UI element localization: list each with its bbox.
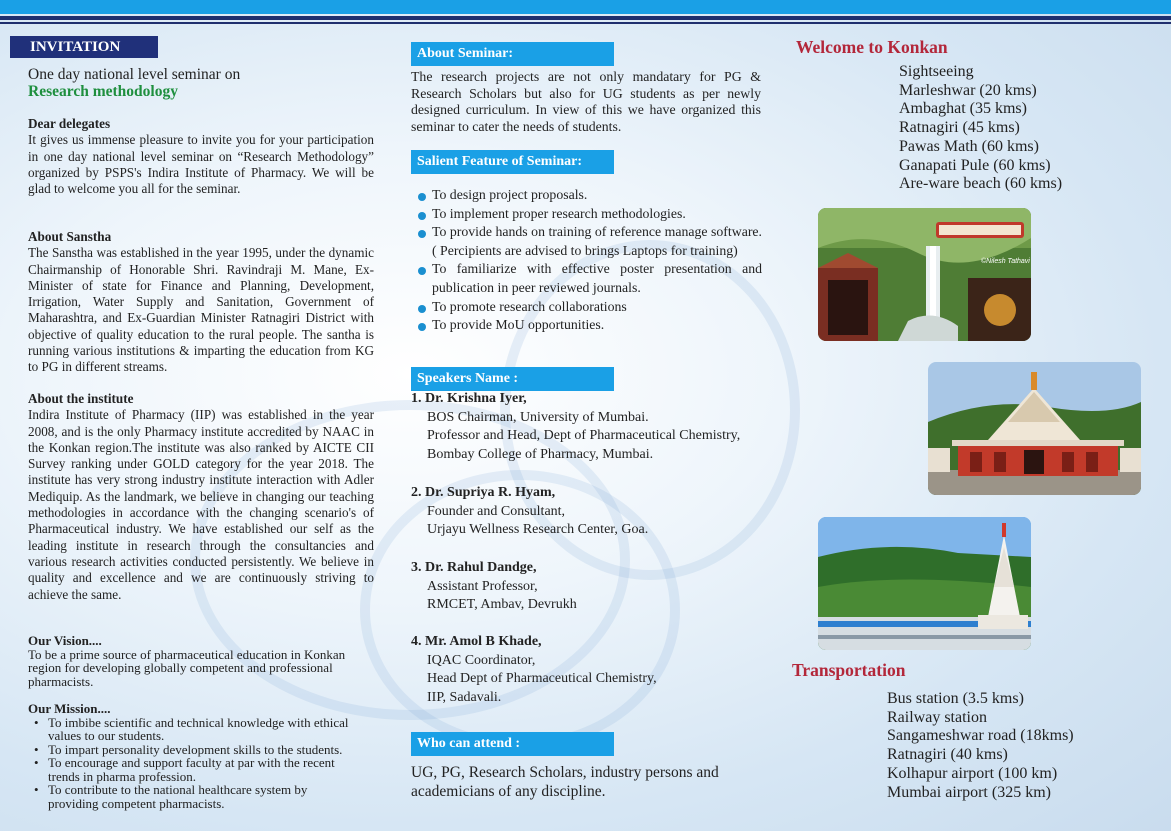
speaker-detail: Urjayu Wellness Research Center, Goa.	[427, 522, 649, 538]
sanstha-text: The Sanstha was established in the year 1995, under the dynamic Chairmanship of Honorable Shri. Ravindraji M. Mane, Ex-Minister of state for Finance and Planning, Development, Irrigation, Water Supply and Sanitation, Government of Maharashtra, and Ex-Guardian Minister Ratnagiri District with objective of quality education to the rural people. The santha is running various institutions & imparting the education from KG to PG in different streams.	[28, 245, 374, 375]
speakers-header: Speakers Name :	[411, 367, 614, 391]
bullet-dot-icon	[418, 323, 426, 331]
feature-text: To provide hands on training of reference manage software. ( Percipients are advised to brings Laptops for training)	[432, 224, 762, 258]
marleshwar-waterfall-photo	[818, 208, 1031, 341]
speaker-name: 3. Dr. Rahul Dandge,	[411, 560, 537, 575]
transport-item: Railway station	[887, 708, 987, 726]
speaker-detail: BOS Chairman, University of Mumbai.	[427, 409, 649, 425]
feature-item	[416, 316, 762, 335]
institute-heading: About the institute	[28, 391, 134, 406]
speaker-entry	[411, 559, 577, 615]
transport-item: Mumbai airport (325 km)	[887, 783, 1051, 801]
feature-text: To implement proper research methodologies.	[432, 205, 686, 221]
salient-feature-header: Salient Feature of Seminar:	[411, 150, 614, 174]
about-institute-section	[28, 391, 374, 603]
dear-delegates-section	[28, 116, 374, 197]
speaker-detail: Assistant Professor,	[427, 578, 538, 594]
invitation-header: INVITATION	[10, 36, 158, 58]
mission-item-text: To encourage and support faculty at par with the recent trends in pharma profession.	[48, 755, 335, 784]
mission-item-text: To contribute to the national healthcare system by providing competent pharmacists.	[48, 782, 308, 811]
speaker-detail: Founder and Consultant,	[427, 503, 566, 519]
sightseeing-item: Ganapati Pule (60 kms)	[899, 156, 1051, 174]
about-sanstha-section	[28, 229, 374, 376]
speaker-name: 1. Dr. Krishna Iyer,	[411, 391, 527, 406]
bullet-dot-icon	[418, 193, 426, 201]
feature-text: To provide MoU opportunities.	[432, 317, 605, 333]
mission-item: • To contribute to the national healthcare system by providing competent pharmacists.	[34, 782, 308, 811]
speaker-entry	[411, 484, 648, 540]
speaker-entry	[411, 390, 740, 465]
speaker-detail: IQAC Coordinator,	[427, 652, 536, 668]
mission-section	[28, 702, 358, 810]
feature-text: To design project proposals.	[432, 187, 588, 202]
transportation-heading: Transportation	[792, 660, 906, 680]
vision-text: To be a prime source of pharmaceutical education in Konkan region for developing globally competent and professional pharmacists.	[28, 646, 346, 689]
vision-heading: Our Vision....	[28, 633, 102, 648]
sightseeing-item: Ratnagiri (45 kms)	[899, 119, 1020, 137]
feature-item	[416, 186, 762, 205]
bullet-dot-icon	[418, 305, 426, 313]
speaker-entry	[411, 633, 657, 708]
bullet-dot-icon	[418, 212, 426, 220]
transport-item: Sangameshwar road (18kms)	[887, 727, 1074, 745]
speaker-detail: IIP, Sadavali.	[427, 690, 502, 706]
transport-list	[887, 690, 1074, 802]
feature-item	[416, 260, 762, 297]
bullet-dot-icon	[418, 267, 426, 275]
attend-text: UG, PG, Research Scholars, industry persons and academicians of any discipline.	[411, 764, 719, 800]
feature-text: To promote research collaborations	[432, 298, 627, 314]
vision-section	[28, 634, 358, 688]
mission-heading: Our Mission....	[28, 701, 111, 716]
top-divider-line-thin	[0, 22, 1171, 24]
speaker-detail: Bombay College of Pharmacy, Mumbai.	[427, 447, 654, 463]
sightseeing-item: Pawas Math (60 kms)	[899, 137, 1039, 155]
speaker-detail: RMCET, Ambav, Devrukh	[427, 597, 577, 613]
transport-item: Kolhapur airport (100 km)	[887, 764, 1058, 782]
sanstha-heading: About Sanstha	[28, 229, 112, 244]
feature-item	[416, 223, 762, 260]
feature-item	[416, 205, 762, 224]
dear-heading: Dear delegates	[28, 116, 111, 131]
feature-list	[416, 186, 762, 335]
bullet-dot-icon	[418, 230, 426, 238]
feature-text: To familiarize with effective poster presentation and publication in peer reviewed journals.	[432, 261, 762, 295]
seminar-intro	[28, 66, 374, 100]
who-can-attend-header: Who can attend :	[411, 732, 614, 756]
sightseeing-list	[899, 63, 1062, 194]
sightseeing-item: Marleshwar (20 kms)	[899, 81, 1037, 99]
speaker-detail: Professor and Head, Dept of Pharmaceutical Chemistry,	[427, 428, 741, 444]
speaker-name: 4. Mr. Amol B Khade,	[411, 634, 542, 649]
intro-line: One day national level seminar on	[28, 66, 241, 83]
feature-item	[416, 298, 762, 317]
transport-item: Ratnagiri (40 kms)	[887, 746, 1008, 764]
hill-temple-photo	[818, 517, 1031, 650]
photo-watermark: ©Nilesh Tathavi	[981, 258, 1030, 265]
about-seminar-text: The research projects are not only mandatary for PG & Research Scholars but also for UG students as per newly designed curriculum. In view of this we have organized this seminar to cater the needs of students.	[411, 69, 761, 134]
sightseeing-item: Ambaghat (35 kms)	[899, 100, 1027, 118]
top-color-band	[0, 0, 1171, 14]
mission-item: • To impart personality development skills to the students.	[34, 741, 343, 757]
transport-item: Bus station (3.5 kms)	[887, 690, 1024, 707]
about-seminar-header: About Seminar:	[411, 42, 614, 66]
top-divider-line	[0, 16, 1171, 20]
temple-photo	[928, 362, 1141, 495]
mission-item: • To imbibe scientific and technical knowledge with ethical values to our students.	[34, 714, 349, 743]
sightseeing-item: Sightseeing	[899, 63, 974, 80]
seminar-topic: Research methodology	[28, 83, 178, 100]
dear-text: It gives us immense pleasure to invite you for your participation in one day national level seminar on “Research Methodology” organized by PSPS's Indira Institute of Pharmacy. We will be glad to welcome you all for the seminar.	[28, 132, 374, 197]
sightseeing-item: Are-ware beach (60 kms)	[899, 175, 1063, 193]
mission-item-text: To imbibe scientific and technical knowledge with ethical values to our students.	[48, 714, 349, 743]
speaker-name: 2. Dr. Supriya R. Hyam,	[411, 485, 556, 500]
institute-text: Indira Institute of Pharmacy (IIP) was established in the year 2008, and is the only Pharmacy institute accredited by NAAC in the Konkan region.The institute was also ranked by AICTE CII Survey ranking under GOLD category for the year 2018. The institute has very strong industry institute interaction with Adler Mediquip. As the landmark, we believe in changing our teaching methodologies in accordance with the changing scenario's of Pharmaceutical industry. We have established our self as the leading institute in research through the consultancies and various research activities conducted persistently. We believe in quality and excellence and we are continuously striving to achieve the same.	[28, 407, 374, 602]
mission-item-text: To impart personality development skills to the students.	[48, 741, 343, 757]
welcome-konkan-heading: Welcome to Konkan	[796, 37, 948, 57]
mission-item: • To encourage and support faculty at par with the recent trends in pharma profession.	[34, 755, 335, 784]
speaker-detail: Head Dept of Pharmaceutical Chemistry,	[427, 671, 657, 687]
